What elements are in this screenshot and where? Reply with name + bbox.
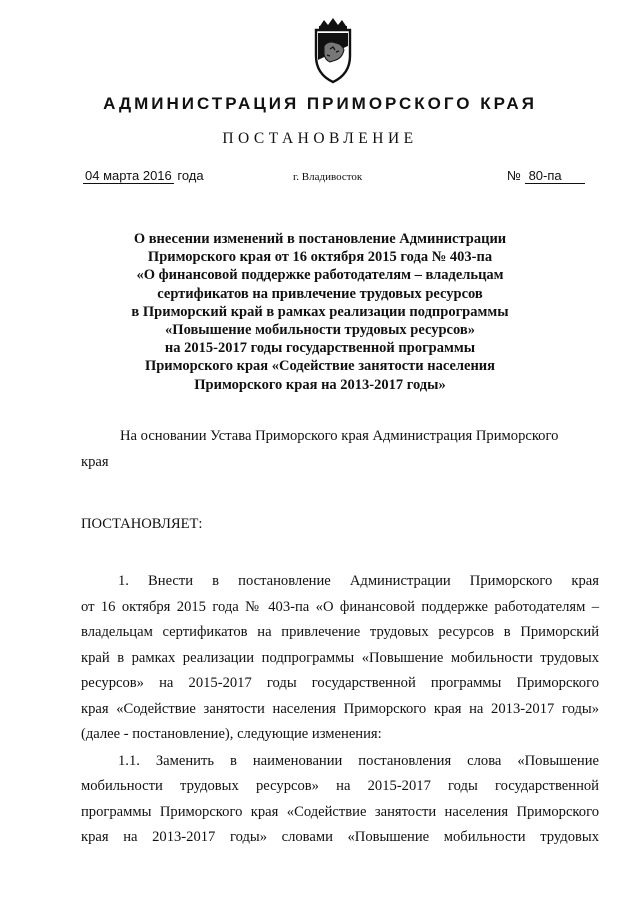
item-1-1-line: программы Приморского края «Содействие занятости населения Приморского xyxy=(81,804,599,820)
preamble-line: края xyxy=(81,454,109,470)
title-line: «О финансовой поддержке работодателям – владельцам xyxy=(136,267,504,284)
item-1-line: (далее - постановление), следующие изменения: xyxy=(81,726,382,742)
title-line: Приморского края на 2013-2017 годы» xyxy=(194,376,446,393)
item-1-line: ресурсов» на 2015-2017 годы государственной программы Приморского xyxy=(81,675,599,691)
title-line: Приморского края от 16 октября 2015 года № 403-па xyxy=(147,249,493,266)
item-1-1-line: края на 2013-2017 годы» словами «Повышение мобильности трудовых xyxy=(81,829,599,845)
title-line: в Приморский край в рамках реализации подпрограммы xyxy=(131,303,509,320)
date-value: 04 марта 2016 xyxy=(85,168,172,183)
organization-name: АДМИНИСТРАЦИЯ ПРИМОРСКОГО КРАЯ xyxy=(103,94,537,113)
item-1-line: края «Содействие занятости населения Приморского края на 2013-2017 годы» xyxy=(81,701,599,717)
item-1-1-line: 1.1. Заменить в наименовании постановления слова «Повышение xyxy=(118,753,599,769)
document-date xyxy=(83,168,204,184)
preamble-line: На основании Устава Приморского края Администрация Приморского xyxy=(120,428,559,444)
date-suffix: года xyxy=(177,168,204,183)
number-value: 80-па xyxy=(525,168,585,184)
title-line: сертификатов на привлечение трудовых ресурсов xyxy=(157,285,483,302)
document-type: ПОСТАНОВЛЕНИЕ xyxy=(222,130,418,147)
item-1-line: 1. Внести в постановление Администрации Приморского края xyxy=(118,573,599,589)
document-city: г. Владивосток xyxy=(293,171,363,183)
number-prefix: № xyxy=(507,168,521,183)
item-1-line: владельцам сертификатов на привлечение трудовых ресурсов в Приморский xyxy=(81,624,599,640)
title-line: «Повышение мобильности трудовых ресурсов» xyxy=(165,322,475,339)
item-1-line: от 16 октября 2015 года № 403-па «О финансовой поддержке работодателям – xyxy=(81,599,599,615)
document-number xyxy=(507,168,585,184)
title-line: О внесении изменений в постановление Администрации xyxy=(133,231,507,247)
title-line: на 2015-2017 годы государственной программы xyxy=(164,340,476,357)
item-1-1-line: мобильности трудовых ресурсов» на 2015-2017 годы государственной xyxy=(81,778,599,794)
resolves-heading: ПОСТАНОВЛЯЕТ: xyxy=(81,516,203,532)
document-title xyxy=(100,230,540,394)
item-1-line: край в рамках реализации подпрограммы «Повышение мобильности трудовых xyxy=(81,650,599,666)
title-line: Приморского края «Содействие занятости населения xyxy=(144,358,496,375)
coat-of-arms-emblem xyxy=(306,16,360,86)
